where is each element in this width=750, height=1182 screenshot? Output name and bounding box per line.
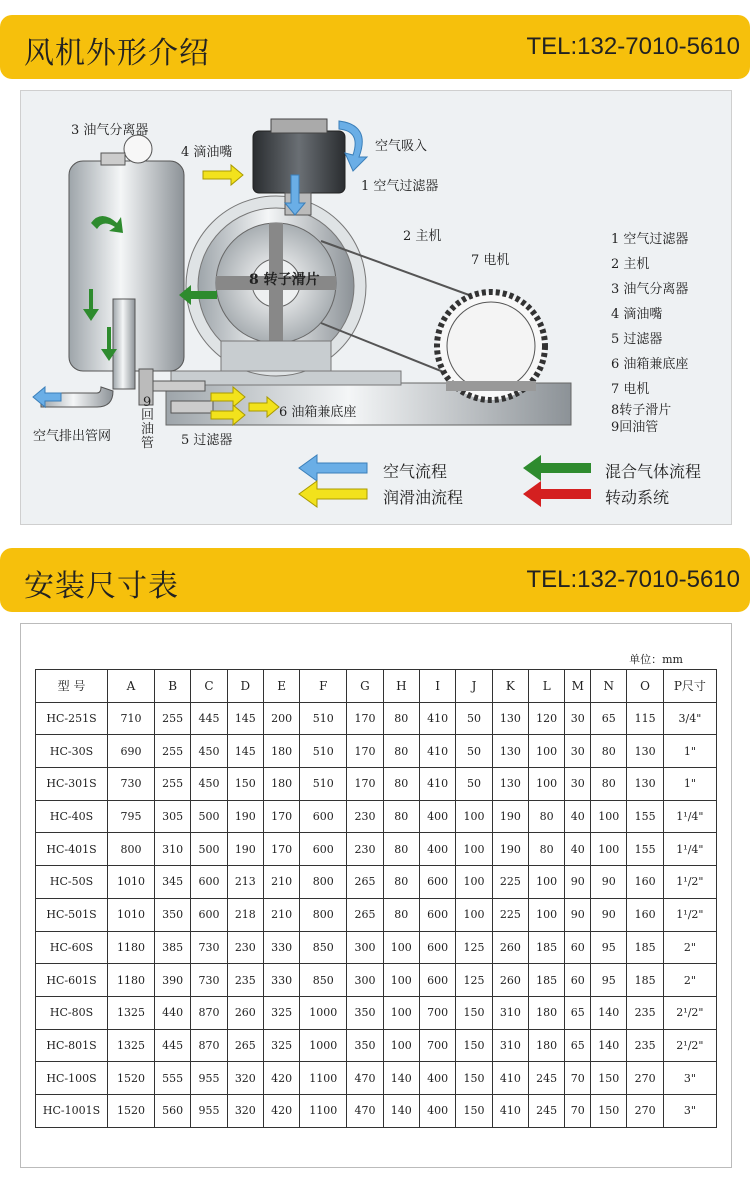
table-cell: 440 bbox=[154, 996, 190, 1029]
table-cell: 260 bbox=[492, 931, 528, 964]
table-cell: 420 bbox=[263, 1062, 299, 1095]
label-oil-separator: 3 油气分离器 bbox=[71, 123, 149, 138]
table-cell: 710 bbox=[108, 702, 155, 735]
table-cell: 125 bbox=[456, 931, 492, 964]
table-cell: 260 bbox=[492, 964, 528, 997]
table-cell: 255 bbox=[154, 702, 190, 735]
table-cell: 100 bbox=[383, 931, 419, 964]
table-body bbox=[36, 702, 717, 1127]
table-cell: 70 bbox=[565, 1062, 591, 1095]
table-cell: 470 bbox=[347, 1094, 383, 1127]
table-cell: 600 bbox=[191, 898, 227, 931]
table-header-cell: G bbox=[347, 670, 383, 703]
table-cell: 345 bbox=[154, 866, 190, 899]
table-cell: 235 bbox=[227, 964, 263, 997]
table-cell: 400 bbox=[419, 1062, 455, 1095]
table-cell: 90 bbox=[565, 898, 591, 931]
table-cell: 320 bbox=[227, 1094, 263, 1127]
legend-oil-flow: 润滑油流程 bbox=[383, 488, 464, 507]
table-cell: 450 bbox=[191, 735, 227, 768]
blower-diagram bbox=[20, 90, 732, 525]
model-cell: HC-301S bbox=[36, 768, 108, 801]
table-cell: 245 bbox=[529, 1062, 565, 1095]
table-cell: 70 bbox=[565, 1094, 591, 1127]
label-motor: 7 电机 bbox=[471, 253, 510, 268]
table-cell: 600 bbox=[300, 800, 347, 833]
table-cell: 870 bbox=[191, 996, 227, 1029]
label-return-pipe: 回油管 bbox=[141, 408, 155, 451]
table-cell: 310 bbox=[154, 833, 190, 866]
table-cell: 65 bbox=[565, 996, 591, 1029]
table-cell: 255 bbox=[154, 735, 190, 768]
table-cell: 160 bbox=[627, 866, 663, 899]
table-cell: 600 bbox=[419, 898, 455, 931]
table-header-cell: A bbox=[108, 670, 155, 703]
table-cell: 410 bbox=[492, 1094, 528, 1127]
table-cell: 255 bbox=[154, 768, 190, 801]
table-cell: 80 bbox=[591, 735, 627, 768]
table-cell: 225 bbox=[492, 866, 528, 899]
table-cell: 955 bbox=[191, 1094, 227, 1127]
table-cell: 390 bbox=[154, 964, 190, 997]
table-cell: 600 bbox=[300, 833, 347, 866]
label-rotor-vane: 8 转子滑片 bbox=[249, 272, 320, 288]
table-cell: 245 bbox=[529, 1094, 565, 1127]
table-header-cell: K bbox=[492, 670, 528, 703]
table-cell: 2¹/2" bbox=[663, 996, 716, 1029]
table-cell: 30 bbox=[565, 702, 591, 735]
table-cell: 1000 bbox=[300, 1029, 347, 1062]
table-header-cell: M bbox=[565, 670, 591, 703]
table-cell: 155 bbox=[627, 800, 663, 833]
table-cell: 700 bbox=[419, 1029, 455, 1062]
table-cell: 450 bbox=[191, 768, 227, 801]
table-cell: 400 bbox=[419, 833, 455, 866]
table-cell: 100 bbox=[529, 768, 565, 801]
table-cell: 2" bbox=[663, 931, 716, 964]
table-cell: 80 bbox=[383, 768, 419, 801]
table-cell: 260 bbox=[227, 996, 263, 1029]
table-cell: 500 bbox=[191, 833, 227, 866]
parts-list bbox=[611, 227, 688, 436]
table-cell: 190 bbox=[227, 800, 263, 833]
parts-list-item: 1 空气过滤器 bbox=[611, 232, 689, 247]
table-cell: 145 bbox=[227, 702, 263, 735]
table-cell: 1¹/4" bbox=[663, 800, 716, 833]
table-cell: 800 bbox=[108, 833, 155, 866]
phone-number: TEL:132-7010-5610 bbox=[526, 566, 740, 593]
table-cell: 100 bbox=[383, 1029, 419, 1062]
table-cell: 100 bbox=[529, 898, 565, 931]
table-cell: 185 bbox=[529, 931, 565, 964]
dimension-table-panel bbox=[20, 623, 732, 1168]
table-cell: 1100 bbox=[300, 1062, 347, 1095]
table-cell: 80 bbox=[383, 702, 419, 735]
table-cell: 180 bbox=[263, 735, 299, 768]
table-cell: 600 bbox=[419, 866, 455, 899]
table-row bbox=[36, 1029, 717, 1062]
table-cell: 40 bbox=[565, 800, 591, 833]
section-banner-dimensions bbox=[0, 548, 750, 612]
table-cell: 850 bbox=[300, 964, 347, 997]
oil-separator-tank bbox=[41, 135, 184, 407]
model-cell: HC-401S bbox=[36, 833, 108, 866]
label-main-unit: 2 主机 bbox=[403, 229, 442, 244]
model-cell: HC-501S bbox=[36, 898, 108, 931]
table-cell: 185 bbox=[627, 964, 663, 997]
table-cell: 1" bbox=[663, 735, 716, 768]
table-cell: 1¹/4" bbox=[663, 833, 716, 866]
table-cell: 150 bbox=[456, 1062, 492, 1095]
table-cell: 1520 bbox=[108, 1062, 155, 1095]
table-cell: 170 bbox=[263, 833, 299, 866]
table-cell: 310 bbox=[492, 1029, 528, 1062]
table-cell: 955 bbox=[191, 1062, 227, 1095]
table-cell: 2" bbox=[663, 964, 716, 997]
table-cell: 160 bbox=[627, 898, 663, 931]
table-cell: 3" bbox=[663, 1062, 716, 1095]
table-cell: 730 bbox=[191, 931, 227, 964]
table-cell: 300 bbox=[347, 964, 383, 997]
label-air-intake: 空气吸入 bbox=[375, 139, 428, 154]
table-cell: 445 bbox=[154, 1029, 190, 1062]
table-header-cell: N bbox=[591, 670, 627, 703]
legend-air-flow: 空气流程 bbox=[383, 462, 448, 481]
table-row bbox=[36, 768, 717, 801]
table-cell: 470 bbox=[347, 1062, 383, 1095]
table-cell: 3" bbox=[663, 1094, 716, 1127]
table-cell: 40 bbox=[565, 833, 591, 866]
table-cell: 510 bbox=[300, 768, 347, 801]
table-cell: 400 bbox=[419, 800, 455, 833]
table-cell: 50 bbox=[456, 735, 492, 768]
table-cell: 150 bbox=[591, 1062, 627, 1095]
table-cell: 270 bbox=[627, 1062, 663, 1095]
model-cell: HC-60S bbox=[36, 931, 108, 964]
table-cell: 235 bbox=[627, 996, 663, 1029]
table-cell: 730 bbox=[108, 768, 155, 801]
table-cell: 235 bbox=[627, 1029, 663, 1062]
table-cell: 90 bbox=[591, 866, 627, 899]
table-row bbox=[36, 931, 717, 964]
table-cell: 190 bbox=[492, 833, 528, 866]
model-cell: HC-50S bbox=[36, 866, 108, 899]
table-cell: 3/4" bbox=[663, 702, 716, 735]
table-header-cell: 型 号 bbox=[36, 670, 108, 703]
table-cell: 140 bbox=[383, 1062, 419, 1095]
table-cell: 150 bbox=[456, 1094, 492, 1127]
table-cell: 400 bbox=[419, 1094, 455, 1127]
table-cell: 100 bbox=[529, 735, 565, 768]
table-row bbox=[36, 866, 717, 899]
label-return-pipe-number: 9 bbox=[143, 395, 152, 410]
table-cell: 325 bbox=[263, 996, 299, 1029]
table-cell: 800 bbox=[300, 866, 347, 899]
table-cell: 65 bbox=[565, 1029, 591, 1062]
table-header-cell: C bbox=[191, 670, 227, 703]
table-cell: 100 bbox=[456, 866, 492, 899]
parts-list-item: 7 电机 bbox=[611, 382, 650, 397]
section-title: 风机外形介绍 bbox=[24, 36, 210, 71]
label-oil-tank-base: 6 油箱兼底座 bbox=[279, 405, 357, 420]
table-cell: 130 bbox=[627, 768, 663, 801]
table-cell: 230 bbox=[227, 931, 263, 964]
table-cell: 445 bbox=[191, 702, 227, 735]
table-cell: 130 bbox=[627, 735, 663, 768]
table-cell: 410 bbox=[492, 1062, 528, 1095]
table-cell: 190 bbox=[227, 833, 263, 866]
label-filter: 5 过滤器 bbox=[181, 433, 233, 448]
table-cell: 170 bbox=[263, 800, 299, 833]
unit-label: 单位：mm bbox=[629, 653, 683, 666]
table-row bbox=[36, 1062, 717, 1095]
table-cell: 150 bbox=[456, 996, 492, 1029]
table-cell: 50 bbox=[456, 768, 492, 801]
table-cell: 115 bbox=[627, 702, 663, 735]
section-title: 安装尺寸表 bbox=[24, 569, 179, 604]
table-cell: 100 bbox=[529, 866, 565, 899]
table-row bbox=[36, 996, 717, 1029]
table-cell: 180 bbox=[263, 768, 299, 801]
table-cell: 100 bbox=[456, 800, 492, 833]
table-cell: 30 bbox=[565, 768, 591, 801]
table-cell: 350 bbox=[347, 996, 383, 1029]
label-exhaust-pipe: 空气排出管网 bbox=[33, 429, 112, 444]
table-row bbox=[36, 833, 717, 866]
table-row bbox=[36, 702, 717, 735]
table-cell: 1" bbox=[663, 768, 716, 801]
table-cell: 600 bbox=[191, 866, 227, 899]
table-cell: 1325 bbox=[108, 996, 155, 1029]
table-cell: 80 bbox=[383, 833, 419, 866]
table-cell: 600 bbox=[419, 964, 455, 997]
model-cell: HC-251S bbox=[36, 702, 108, 735]
legend-mixed-flow: 混合气体流程 bbox=[605, 462, 702, 481]
table-cell: 600 bbox=[419, 931, 455, 964]
table-cell: 265 bbox=[347, 866, 383, 899]
dimension-table bbox=[35, 669, 717, 1128]
label-drip-nozzle: 4 滴油嘴 bbox=[181, 145, 233, 160]
label-air-filter: 1 空气过滤器 bbox=[361, 179, 439, 194]
section-banner-appearance bbox=[0, 15, 750, 79]
table-cell: 410 bbox=[419, 735, 455, 768]
model-cell: HC-40S bbox=[36, 800, 108, 833]
table-cell: 420 bbox=[263, 1094, 299, 1127]
table-cell: 100 bbox=[456, 898, 492, 931]
table-row bbox=[36, 964, 717, 997]
parts-list-item: 8转子滑片 bbox=[611, 403, 672, 418]
table-cell: 90 bbox=[565, 866, 591, 899]
table-cell: 140 bbox=[591, 996, 627, 1029]
table-cell: 60 bbox=[565, 964, 591, 997]
table-cell: 555 bbox=[154, 1062, 190, 1095]
table-cell: 145 bbox=[227, 735, 263, 768]
table-cell: 800 bbox=[300, 898, 347, 931]
table-cell: 230 bbox=[347, 800, 383, 833]
table-cell: 310 bbox=[492, 996, 528, 1029]
table-cell: 225 bbox=[492, 898, 528, 931]
table-cell: 1520 bbox=[108, 1094, 155, 1127]
table-cell: 690 bbox=[108, 735, 155, 768]
table-cell: 210 bbox=[263, 866, 299, 899]
table-cell: 850 bbox=[300, 931, 347, 964]
table-header-cell: O bbox=[627, 670, 663, 703]
table-cell: 350 bbox=[347, 1029, 383, 1062]
table-cell: 95 bbox=[591, 931, 627, 964]
table-cell: 1000 bbox=[300, 996, 347, 1029]
model-cell: HC-601S bbox=[36, 964, 108, 997]
table-cell: 330 bbox=[263, 931, 299, 964]
table-cell: 80 bbox=[529, 800, 565, 833]
table-header-cell: D bbox=[227, 670, 263, 703]
table-cell: 170 bbox=[347, 702, 383, 735]
table-cell: 870 bbox=[191, 1029, 227, 1062]
table-cell: 180 bbox=[529, 1029, 565, 1062]
table-cell: 270 bbox=[627, 1094, 663, 1127]
parts-list-item: 4 滴油嘴 bbox=[611, 307, 663, 322]
table-cell: 1180 bbox=[108, 964, 155, 997]
table-cell: 410 bbox=[419, 702, 455, 735]
table-cell: 100 bbox=[591, 800, 627, 833]
table-cell: 300 bbox=[347, 931, 383, 964]
table-row bbox=[36, 1094, 717, 1127]
table-cell: 125 bbox=[456, 964, 492, 997]
table-cell: 1180 bbox=[108, 931, 155, 964]
table-cell: 795 bbox=[108, 800, 155, 833]
parts-list-item: 2 主机 bbox=[611, 257, 650, 272]
phone-number: TEL:132-7010-5610 bbox=[526, 33, 740, 60]
table-cell: 80 bbox=[529, 833, 565, 866]
table-cell: 130 bbox=[492, 768, 528, 801]
model-cell: HC-100S bbox=[36, 1062, 108, 1095]
model-cell: HC-30S bbox=[36, 735, 108, 768]
table-cell: 210 bbox=[263, 898, 299, 931]
table-row bbox=[36, 898, 717, 931]
table-header-cell: B bbox=[154, 670, 190, 703]
parts-list-item: 5 过滤器 bbox=[611, 332, 663, 347]
table-cell: 1¹/2" bbox=[663, 866, 716, 899]
model-cell: HC-80S bbox=[36, 996, 108, 1029]
table-cell: 305 bbox=[154, 800, 190, 833]
table-cell: 155 bbox=[627, 833, 663, 866]
legend-rotation: 转动系统 bbox=[605, 488, 670, 507]
table-cell: 50 bbox=[456, 702, 492, 735]
table-cell: 560 bbox=[154, 1094, 190, 1127]
table-cell: 1¹/2" bbox=[663, 898, 716, 931]
table-cell: 130 bbox=[492, 702, 528, 735]
table-cell: 1010 bbox=[108, 866, 155, 899]
table-cell: 100 bbox=[456, 833, 492, 866]
table-cell: 213 bbox=[227, 866, 263, 899]
table-cell: 140 bbox=[383, 1094, 419, 1127]
table-cell: 2¹/2" bbox=[663, 1029, 716, 1062]
table-cell: 30 bbox=[565, 735, 591, 768]
table-header-cell: E bbox=[263, 670, 299, 703]
table-cell: 385 bbox=[154, 931, 190, 964]
table-cell: 120 bbox=[529, 702, 565, 735]
table-cell: 510 bbox=[300, 735, 347, 768]
table-cell: 500 bbox=[191, 800, 227, 833]
table-cell: 350 bbox=[154, 898, 190, 931]
table-cell: 185 bbox=[627, 931, 663, 964]
table-cell: 90 bbox=[591, 898, 627, 931]
table-cell: 130 bbox=[492, 735, 528, 768]
table-header-cell: F bbox=[300, 670, 347, 703]
table-cell: 60 bbox=[565, 931, 591, 964]
table-cell: 95 bbox=[591, 964, 627, 997]
parts-list-item: 9回油管 bbox=[611, 420, 659, 435]
table-cell: 700 bbox=[419, 996, 455, 1029]
table-header-cell: L bbox=[529, 670, 565, 703]
model-cell: HC-801S bbox=[36, 1029, 108, 1062]
table-cell: 80 bbox=[383, 800, 419, 833]
table-cell: 80 bbox=[383, 735, 419, 768]
table-header-cell: H bbox=[383, 670, 419, 703]
table-cell: 190 bbox=[492, 800, 528, 833]
table-cell: 100 bbox=[383, 964, 419, 997]
table-cell: 510 bbox=[300, 702, 347, 735]
model-cell: HC-1001S bbox=[36, 1094, 108, 1127]
table-cell: 140 bbox=[591, 1029, 627, 1062]
table-cell: 1100 bbox=[300, 1094, 347, 1127]
table-cell: 65 bbox=[591, 702, 627, 735]
table-header-cell: I bbox=[419, 670, 455, 703]
table-cell: 180 bbox=[529, 996, 565, 1029]
table-cell: 730 bbox=[191, 964, 227, 997]
table-cell: 410 bbox=[419, 768, 455, 801]
table-cell: 330 bbox=[263, 964, 299, 997]
table-cell: 170 bbox=[347, 768, 383, 801]
table-cell: 1010 bbox=[108, 898, 155, 931]
table-cell: 230 bbox=[347, 833, 383, 866]
table-cell: 150 bbox=[456, 1029, 492, 1062]
table-cell: 265 bbox=[227, 1029, 263, 1062]
table-cell: 325 bbox=[263, 1029, 299, 1062]
table-cell: 320 bbox=[227, 1062, 263, 1095]
table-cell: 100 bbox=[383, 996, 419, 1029]
table-cell: 218 bbox=[227, 898, 263, 931]
table-row bbox=[36, 735, 717, 768]
parts-list-item: 3 油气分离器 bbox=[611, 282, 689, 297]
table-header-cell: J bbox=[456, 670, 492, 703]
table-header-cell: P尺寸 bbox=[663, 670, 716, 703]
table-row bbox=[36, 800, 717, 833]
table-cell: 150 bbox=[591, 1094, 627, 1127]
table-cell: 200 bbox=[263, 702, 299, 735]
table-cell: 80 bbox=[383, 898, 419, 931]
table-header-row bbox=[36, 670, 717, 703]
table-cell: 265 bbox=[347, 898, 383, 931]
parts-list-item: 6 油箱兼底座 bbox=[611, 357, 689, 372]
table-cell: 80 bbox=[383, 866, 419, 899]
table-cell: 80 bbox=[591, 768, 627, 801]
table-cell: 170 bbox=[347, 735, 383, 768]
table-cell: 150 bbox=[227, 768, 263, 801]
table-cell: 1325 bbox=[108, 1029, 155, 1062]
table-cell: 185 bbox=[529, 964, 565, 997]
table-cell: 100 bbox=[591, 833, 627, 866]
